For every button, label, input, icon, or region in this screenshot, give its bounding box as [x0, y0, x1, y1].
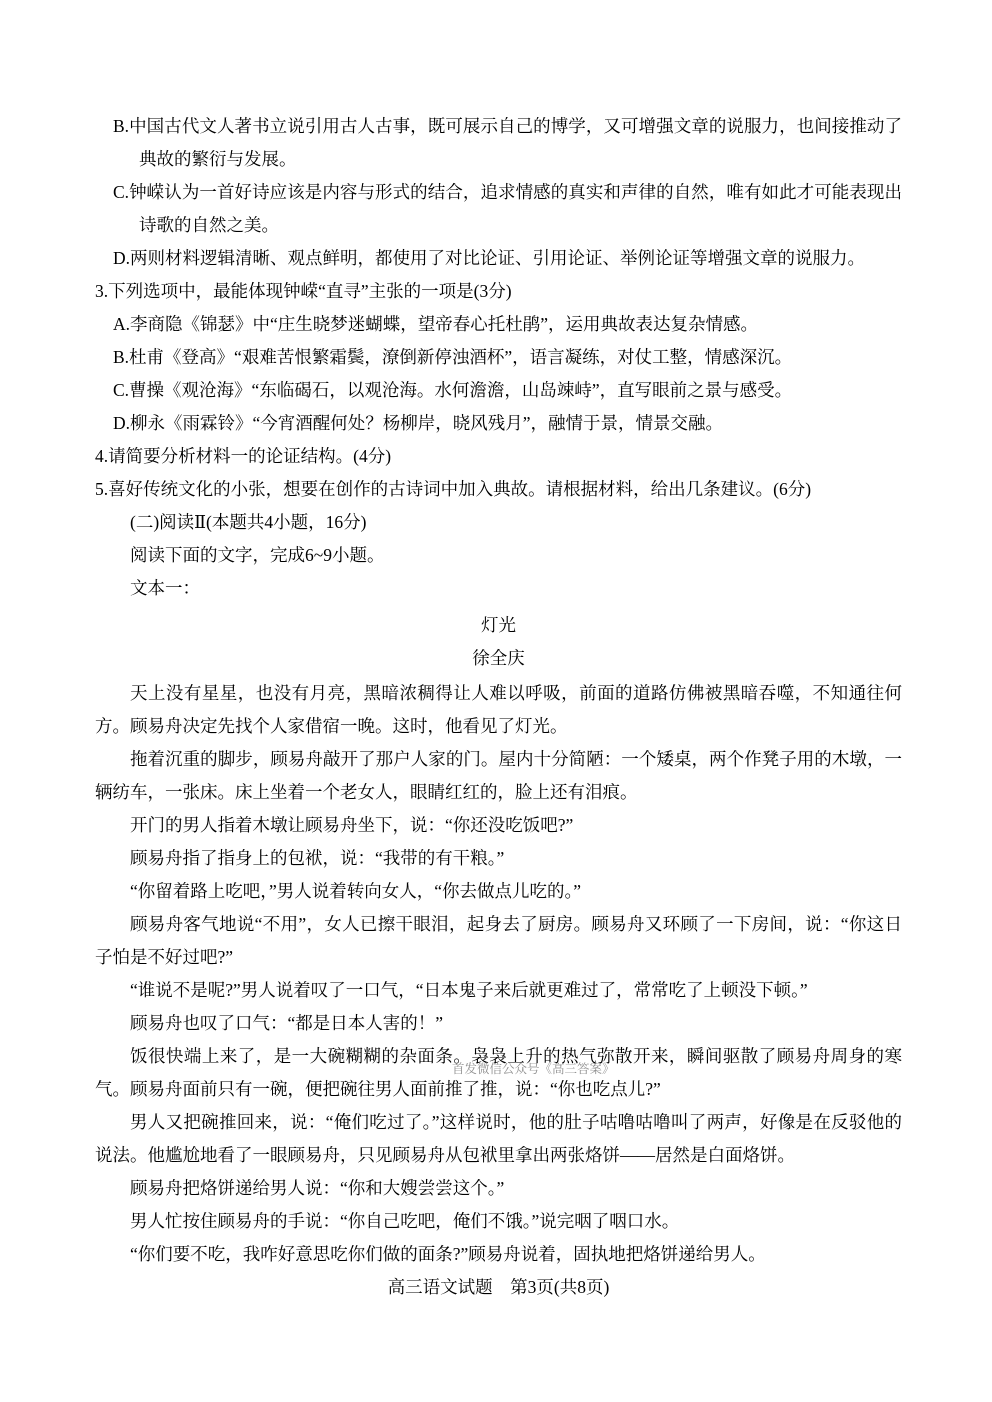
story-paragraph-6: 顾易舟客气地说“不用”，女人已擦干眼泪，起身去了厨房。顾易舟又环顾了一下房间，说：“你这日子怕是不好过吧?” [95, 914, 902, 967]
reading-instruction: 阅读下面的文字，完成6~9小题。 [130, 545, 385, 565]
story-paragraph-1: 天上没有星星，也没有月亮，黑暗浓稠得让人难以呼吸，前面的道路仿佛被黑暗吞噬，不知通往何方。顾易舟决定先找个人家借宿一晚。这时，他看见了灯光。 [95, 683, 902, 736]
question-5: 5.喜好传统文化的小张，想要在创作的古诗词中加入典故。请根据材料，给出几条建议。(6分) [95, 479, 812, 499]
story-paragraph-8: 顾易舟也叹了口气：“都是日本人害的！” [130, 1013, 444, 1033]
story-paragraph-10: 男人又把碗推回来，说：“俺们吃过了。”这样说时，他的肚子咕噜咕噜叫了两声，好像是在反驳他的说法。他尴尬地看了一眼顾易舟，只见顾易舟从包袱里拿出两张烙饼——居然是白面烙饼。 [95, 1112, 902, 1165]
story-paragraph-9: 饭很快端上来了，是一大碗糊糊的杂面条。袅袅上升的热气弥散开来，瞬间驱散了顾易舟周身的寒气。顾易舟面前只有一碗，便把碗往男人面前推了推，说：“你也吃点儿?” [95, 1046, 902, 1099]
story-paragraph-7: “谁说不是呢?”男人说着叹了一口气，“日本鬼子来后就更难过了，常常吃了上顿没下顿。” [130, 980, 808, 1000]
story-paragraph-12: 男人忙按住顾易舟的手说：“你自己吃吧，俺们不饿。”说完咽了咽口水。 [130, 1211, 680, 1231]
question-3-option-a: A.李商隐《锦瑟》中“庄生晓梦迷蝴蝶，望帝春心托杜鹃”，运用典故表达复杂情感。 [113, 314, 759, 334]
question-2-option-c: C.钟嵘认为一首好诗应该是内容与形式的结合，追求情感的真实和声律的自然，唯有如此才可能表现出诗歌的自然之美。 [113, 182, 902, 235]
story-paragraph-4: 顾易舟指了指身上的包袱，说：“我带的有干粮。” [130, 848, 505, 868]
question-2-option-b: B.中国古代文人著书立说引用古人古事，既可展示自己的博学，又可增强文章的说服力，也间接推动了典故的繁衍与发展。 [113, 116, 902, 169]
section-heading-reading-2: (二)阅读Ⅱ(本题共4小题，16分) [130, 512, 367, 532]
watermark-text: 首发微信公众号《高三答案》 [452, 1062, 615, 1076]
question-3-option-c: C.曹操《观沧海》“东临碣石，以观沧海。水何澹澹，山岛竦峙”，直写眼前之景与感受。 [113, 380, 793, 400]
page-footer: 高三语文试题 第3页(共8页) [387, 1277, 610, 1297]
question-3-option-d: D.柳永《雨霖铃》“今宵酒醒何处？杨柳岸，晓风残月”，融情于景，情景交融。 [113, 413, 724, 433]
question-3-option-b: B.杜甫《登高》“艰难苦恨繁霜鬓，潦倒新停浊酒杯”，语言凝练，对仗工整，情感深沉。 [113, 347, 793, 367]
question-3-stem: 3.下列选项中，最能体现钟嵘“直寻”主张的一项是(3分) [95, 281, 512, 301]
text-one-label: 文本一： [130, 578, 200, 598]
story-paragraph-13: “你们要不吃，我咋好意思吃你们做的面条?”顾易舟说着，固执地把烙饼递给男人。 [130, 1244, 766, 1264]
story-paragraph-11: 顾易舟把烙饼递给男人说：“你和大嫂尝尝这个。” [130, 1178, 505, 1198]
story-paragraph-2: 拖着沉重的脚步，顾易舟敲开了那户人家的门。屋内十分简陋：一个矮桌，两个作凳子用的木墩，一辆纺车，一张床。床上坐着一个老女人，眼睛红红的，脸上还有泪痕。 [95, 749, 902, 802]
question-2-option-d: D.两则材料逻辑清晰、观点鲜明，都使用了对比论证、引用论证、举例论证等增强文章的说服力。 [113, 248, 866, 268]
question-4: 4.请简要分析材料一的论证结构。(4分) [95, 446, 392, 466]
story-paragraph-5: “你留着路上吃吧，”男人说着转向女人，“你去做点儿吃的。” [130, 881, 582, 901]
story-author: 徐全庆 [472, 648, 525, 668]
story-title: 灯光 [481, 615, 516, 635]
story-paragraph-3: 开门的男人指着木墩让顾易舟坐下，说：“你还没吃饭吧?” [130, 815, 574, 835]
